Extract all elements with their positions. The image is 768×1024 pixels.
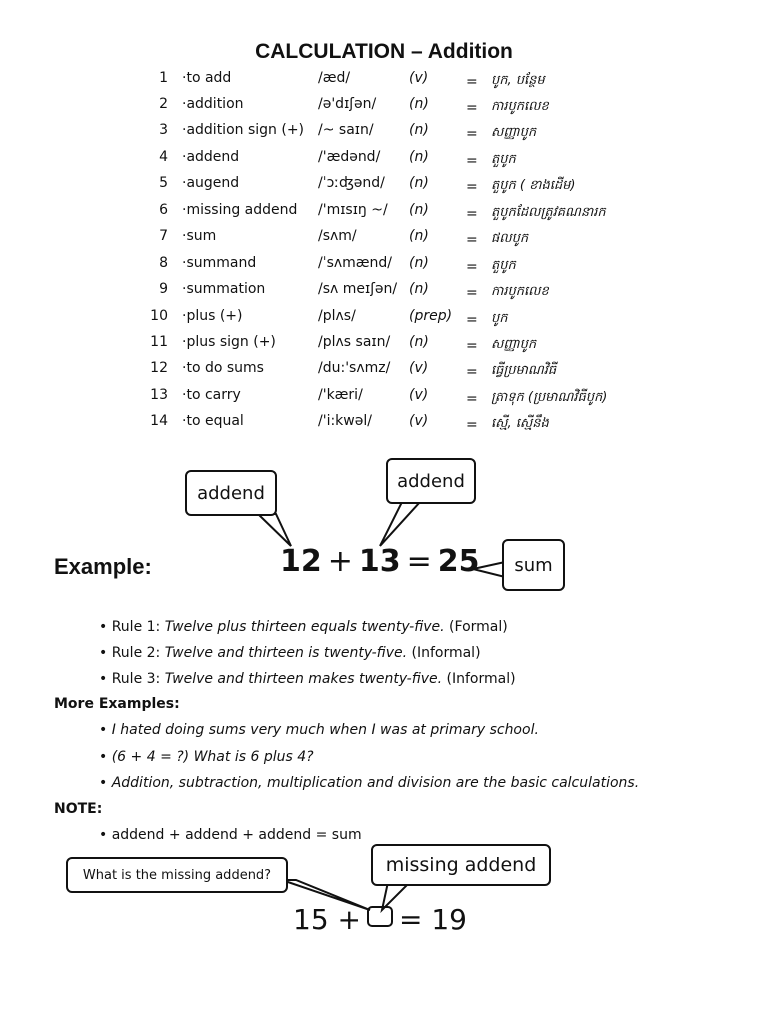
plus-sign: + [327,544,353,579]
rule-3-sentence: Twelve and thirteen makes twenty-five. [164,671,443,687]
rule-2-register: (Informal) [407,645,481,661]
vocab-equals: = [466,232,478,248]
vocab-pronunciation: /'i:kwəl/ [318,413,372,429]
vocab-pronunciation: /plʌs saɪn/ [318,334,391,350]
vocab-part-of-speech: (n) [409,149,429,165]
vocab-term: ·sum [182,228,217,244]
question-label: What is the missing addend? [82,867,272,883]
vocab-equals: = [466,153,478,169]
vocab-pronunciation: /ˈsʌmænd/ [318,255,393,271]
vocab-number: 12 [150,360,168,376]
addend-right-tail [380,502,420,546]
vocab-number: 10 [150,308,168,324]
vocab-part-of-speech: (prep) [409,308,453,324]
vocab-equals: = [466,179,478,195]
vocab-number: 5 [159,175,168,191]
addend-left-callout [185,470,277,516]
vocab-translation: ផលបូក [491,231,529,246]
vocab-term: ·missing addend [182,202,298,218]
vocab-number: 13 [150,387,168,403]
more-example-1: • I hated doing sums very much when I was at primary school. [99,722,539,738]
addend-left-label: addend [197,482,265,504]
vocab-translation: តួបូក [491,258,516,273]
vocab-part-of-speech: (n) [409,122,429,138]
vocab-equals: = [466,417,478,433]
vocab-number: 8 [159,255,168,271]
note-heading: NOTE: [54,801,103,817]
more-examples-heading: More Examples: [54,696,180,712]
vocab-equals: = [466,391,478,407]
equals-sign: = [406,544,432,579]
vocab-pronunciation: /'ædənd/ [318,149,381,165]
vocab-number: 9 [159,281,168,297]
missing-addend-callout [371,844,551,886]
vocab-translation: ត្រាទុក (ប្រមាណវិធីបូក) [491,390,608,405]
vocab-number: 2 [159,96,168,112]
vocab-equals: = [466,338,478,354]
second-addend: 13 [358,544,401,579]
vocab-number: 3 [159,122,168,138]
equation-right: = 19 [399,903,467,936]
vocab-translation: ការបូកលេខ [491,99,549,114]
vocab-part-of-speech: (n) [409,255,429,271]
blank-box-icon [367,906,393,927]
equation-left: 15 + [293,903,361,936]
vocab-part-of-speech: (n) [409,334,429,350]
vocab-equals: = [466,126,478,142]
vocab-term: ·to carry [182,387,241,403]
vocab-term: ·addend [182,149,240,165]
rule-2-prefix: • Rule 2: [99,645,165,661]
first-addend: 12 [280,544,322,579]
vocab-equals: = [466,74,478,90]
vocab-translation: សញ្ញាបូក [491,337,537,352]
rule-1 [99,619,508,635]
missing-addend-label: missing addend [385,854,537,876]
vocab-translation: សញ្ញាបូក [491,125,537,140]
vocab-equals: = [466,364,478,380]
vocab-pronunciation: /ə'dɪʃən/ [318,96,377,112]
rule-3-register: (Informal) [442,671,516,687]
vocab-number: 6 [159,202,168,218]
vocab-pronunciation: /ˈɔːʤənd/ [318,175,385,191]
vocab-translation: ការបូកលេខ [491,284,549,299]
vocab-term: ·addition sign (+) [182,122,305,138]
vocab-pronunciation: /~ saɪn/ [318,122,374,138]
rule-1-sentence: Twelve plus thirteen equals twenty-five. [164,619,445,635]
sum-label: sum [514,554,553,576]
addend-right-label: addend [397,470,465,492]
vocab-part-of-speech: (v) [409,70,429,86]
more-example-2: • (6 + 4 = ?) What is 6 plus 4? [99,749,314,765]
vocab-part-of-speech: (n) [409,228,429,244]
missing-addend-equation [293,903,467,936]
vocab-pronunciation: /'mɪsɪŋ ~/ [318,202,388,218]
vocab-number: 14 [150,413,168,429]
vocab-translation: ធ្វើប្រមាណវិធី [491,363,557,378]
vocab-term: ·summation [182,281,266,297]
vocab-equals: = [466,285,478,301]
vocab-equals: = [466,206,478,222]
vocab-number: 7 [159,228,168,244]
vocab-translation: ស្មើ, ស្មើនឹង [491,416,549,431]
addend-left-tail [258,514,291,546]
question-callout [66,857,288,893]
vocab-pronunciation: /'kæri/ [318,387,363,403]
vocab-equals: = [466,259,478,275]
vocab-equals: = [466,312,478,328]
vocab-term: ·plus sign (+) [182,334,276,350]
vocab-term: ·to equal [182,413,244,429]
vocab-part-of-speech: (n) [409,175,429,191]
vocab-pronunciation: /plʌs/ [318,308,356,324]
vocab-term: ·plus (+) [182,308,243,324]
vocab-term: ·summand [182,255,257,271]
page-title: CALCULATION – Addition [255,40,513,63]
addend-right-callout [386,458,476,504]
vocab-part-of-speech: (v) [409,387,429,403]
vocab-part-of-speech: (v) [409,360,429,376]
vocab-part-of-speech: (n) [409,281,429,297]
vocab-term: ·to add [182,70,232,86]
rule-1-prefix: • Rule 1: [99,619,165,635]
note-item: • addend + addend + addend = sum [99,827,362,843]
vocab-translation: បូក [491,311,508,326]
vocab-term: ·to do sums [182,360,264,376]
rule-2-sentence: Twelve and thirteen is twenty-five. [164,645,408,661]
vocab-part-of-speech: (n) [409,96,429,112]
example-equation [280,544,480,579]
sum-callout [502,539,565,591]
example-heading: Example: [54,554,152,579]
rule-2 [99,645,481,661]
vocab-equals: = [466,100,478,116]
more-example-3: • Addition, subtraction, multiplication and division are the basic calculations. [99,775,640,791]
vocab-part-of-speech: (v) [409,413,429,429]
vocab-number: 4 [159,149,168,165]
vocab-number: 11 [150,334,168,350]
vocab-translation: បូក, បន្ថែម [491,73,545,88]
vocab-translation: តួបូក ( ខាងដើម) [491,178,576,193]
rule-3 [99,671,516,687]
vocab-part-of-speech: (n) [409,202,429,218]
sum-value: 25 [437,544,480,579]
vocab-pronunciation: /du:'sʌmz/ [318,360,391,376]
vocab-translation: តួបូកដែលត្រូវគណនារក [491,205,606,220]
vocab-pronunciation: /æd/ [318,70,351,86]
vocab-term: ·addition [182,96,244,112]
rule-3-prefix: • Rule 3: [99,671,165,687]
vocab-pronunciation: /sʌm/ [318,228,357,244]
vocab-translation: តួបូក [491,152,516,167]
vocab-number: 1 [159,70,168,86]
rule-1-register: (Formal) [444,619,508,635]
vocab-pronunciation: /sʌ meɪʃən/ [318,281,398,297]
vocab-term: ·augend [182,175,240,191]
